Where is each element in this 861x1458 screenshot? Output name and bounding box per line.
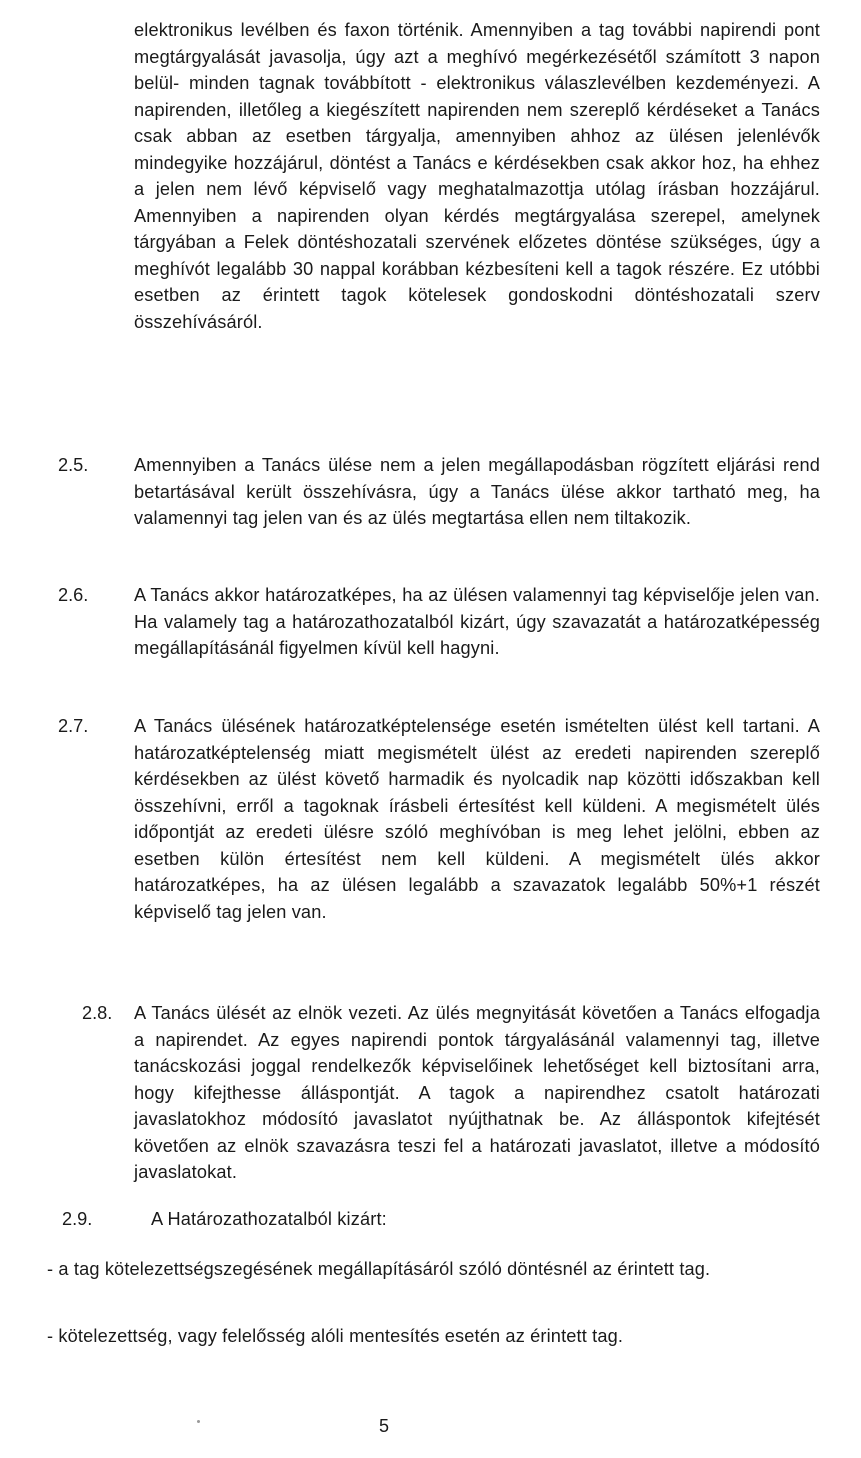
page-number: 5 xyxy=(378,1416,389,1436)
section-text: A Határozathozatalból kizárt: xyxy=(151,1209,387,1229)
section-number: 2.8. xyxy=(82,1003,113,1023)
section-paragraph xyxy=(134,713,820,925)
section-paragraph xyxy=(134,452,820,532)
section-text: A Tanács akkor határozatképes, ha az ülésen valamennyi tag képviselője jelen van. Ha valamely tag a határozathozatalból kizárt, úgy szavazatát a határozatképesség megállapításánál figyelmen kívül kell hagyni. xyxy=(134,585,820,658)
section-text: Amennyiben a Tanács ülése nem a jelen megállapodásban rögzített eljárási rend betartásával került összehívásra, úgy a Tanács ülése akkor tartható meg, ha valamennyi tag jelen van és az ülés megtartása ellen nem tiltakozik. xyxy=(134,455,820,528)
section-paragraph xyxy=(134,1000,820,1186)
section-text: A Tanács ülését az elnök vezeti. Az ülés megnyitását követően a Tanács elfogadja a napirendet. Az egyes napirendi pontok tárgyalásánál valamennyi tag, illetve tanácskozási joggal rendelkezők képviselőinek lehetőséget kell biztosítani arra, hogy kifejthesse álláspontját. A tagok a napirendhez csatolt határozati javaslatokhoz módosító javaslatot nyújthatnak be. Az álláspontok kifejtését követően az elnök szavazásra teszi fel a határozati javaslatot, illetve a módosító javaslatokat. xyxy=(134,1003,820,1182)
scan-speck xyxy=(197,1420,200,1423)
section-paragraph xyxy=(134,582,820,662)
section-number: 2.7. xyxy=(58,716,89,736)
section-number: 2.6. xyxy=(58,585,89,605)
section-number: 2.5. xyxy=(58,455,89,475)
section-number: 2.9. xyxy=(62,1209,93,1229)
section-text: A Tanács ülésének határozatképtelensége esetén ismételten ülést kell tartani. A határozatképtelenség miatt megismételt ülést az eredeti napirenden szereplő kérdésekben az ülést követő harmadik és nyolcadik nap közötti időszakban kell összehívni, erről a tagoknak írásbeli értesítést kell küldeni. A megismételt ülés időpontját az eredeti ülésre szóló meghívóban is meg lehet jelölni, ebben az esetben külön értesítést nem kell küldeni. A megismételt ülés akkor határozatképes, ha az ülésen legalább a szavazatok legalább 50%+1 részét képviselő tag jelen van. xyxy=(134,716,820,922)
intro-paragraph xyxy=(134,17,820,335)
dash-list-item xyxy=(47,1256,821,1283)
dash-list-item xyxy=(47,1323,821,1350)
dash-item-text: - kötelezettség, vagy felelősség alóli mentesítés esetén az érintett tag. xyxy=(47,1326,624,1346)
intro-text: elektronikus levélben és faxon történik. Amennyiben a tag további napirendi pont megtárgyalását javasolja, úgy azt a meghívó megérkezésétől számított 3 napon belül- minden tagnak továbbított - elektronikus válaszlevélben kezdeményezi. A napirenden, illetőleg a kiegészített napirenden nem szereplő kérdéseket a Tanács csak abban az esetben tárgyalja, amennyiben ahhoz az ülésen jelenlévők mindegyike hozzájárul, döntést a Tanács e kérdésekben csak akkor hoz, ha ehhez a jelen nem lévő képviselő vagy meghatalmazottja utólag írásban hozzájárul. Amennyiben a napirenden olyan kérdés megtárgyalása szerepel, amelynek tárgyában a Felek döntéshozatali szervének előzetes döntése szükséges, úgy a meghívót legalább 30 nappal korábban kézbesíteni kell a tagok részére. Ez utóbbi esetben az érintett tagok kötelesek gondoskodni döntéshozatali szerv összehívásáról. xyxy=(134,20,820,332)
dash-item-text: - a tag kötelezettségszegésének megállapításáról szóló döntésnél az érintett tag. xyxy=(47,1259,711,1279)
section-paragraph xyxy=(151,1206,811,1233)
